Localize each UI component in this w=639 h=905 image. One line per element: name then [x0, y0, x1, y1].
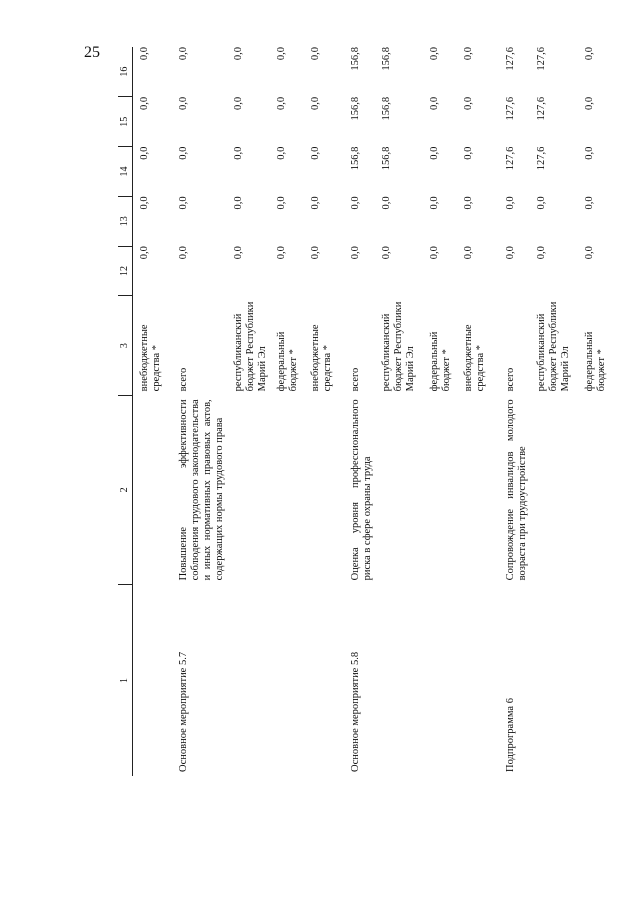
- header-col-1: 1: [118, 584, 133, 776]
- cell-measure-description: [376, 395, 424, 584]
- cell-value-14: 0,0: [139, 146, 150, 160]
- cell-value-16: 0,0: [232, 47, 244, 61]
- cell-measure-description: [531, 395, 579, 584]
- cell-value-13: 0,0: [583, 196, 595, 210]
- cell-value-12: 0,0: [380, 246, 392, 260]
- cell-value-15: 0,0: [428, 96, 440, 110]
- cell-measure-description: [579, 395, 613, 584]
- cell-value-14: 156,8: [349, 146, 361, 171]
- cell-measure-description: [228, 395, 271, 584]
- cell-funding-source: внебюджетные средства *: [462, 324, 486, 392]
- cell-funding-source: федеральный бюджет *: [428, 331, 452, 392]
- header-col-3: 3: [118, 296, 133, 396]
- header-col-2: 2: [118, 395, 133, 584]
- cell-value-16: 127,6: [504, 47, 516, 71]
- cell-value-14: 0,0: [583, 146, 595, 160]
- cell-measure-description: [271, 395, 305, 584]
- cell-value-15: 0,0: [583, 96, 595, 110]
- cell-value-13: 0,0: [232, 196, 244, 210]
- cell-value-15: 0,0: [309, 96, 321, 110]
- cell-measure-name: Основное мероприятие 5.7: [177, 651, 189, 772]
- cell-measure-description: Повышение эффективности соблюдения трудового законодательства и иных нормативных правовых актов, содержащих нормы трудового права: [177, 399, 225, 581]
- cell-value-14: 127,6: [504, 146, 516, 171]
- cell-value-15: 0,0: [232, 96, 244, 110]
- cell-funding-source: всего: [504, 367, 516, 392]
- cell-value-13: 0,0: [275, 196, 287, 210]
- cell-measure-name: [305, 584, 345, 776]
- cell-funding-source: внебюджетные средства *: [309, 324, 333, 392]
- budget-table: [118, 47, 613, 776]
- cell-value-16: 127,6: [535, 47, 547, 71]
- cell-value-16: 0,0: [583, 47, 595, 61]
- cell-value-14: 127,6: [535, 146, 547, 171]
- cell-measure-name: [271, 584, 305, 776]
- cell-measure-name: Подпрограмма 6: [504, 698, 516, 772]
- cell-funding-source: всего: [349, 367, 361, 392]
- cell-funding-source: внебюджетные средства *: [139, 324, 162, 392]
- cell-value-16: 0,0: [139, 47, 150, 61]
- cell-value-13: 0,0: [504, 196, 516, 210]
- cell-value-12: 0,0: [535, 246, 547, 260]
- cell-value-12: 0,0: [504, 246, 516, 260]
- cell-value-16: 0,0: [177, 47, 189, 61]
- header-col-14: 14: [118, 147, 133, 197]
- cell-value-12: 0,0: [139, 246, 150, 260]
- header-col-13: 13: [118, 196, 133, 246]
- table-row: [305, 47, 345, 776]
- table-row: [173, 47, 228, 776]
- cell-value-16: 0,0: [309, 47, 321, 61]
- table-row: [228, 47, 271, 776]
- table-row: [271, 47, 305, 776]
- header-col-16: 16: [118, 47, 133, 97]
- cell-value-12: 0,0: [309, 246, 321, 260]
- cell-value-14: 0,0: [275, 146, 287, 160]
- table-row: [376, 47, 424, 776]
- header-row: [118, 47, 133, 776]
- cell-value-15: 0,0: [462, 96, 474, 110]
- cell-measure-name: [458, 584, 500, 776]
- cell-measure-description: Сопровождение инвалидов молодого возраста при трудоустройстве: [504, 399, 528, 581]
- cell-value-12: 0,0: [462, 246, 474, 260]
- cell-value-16: 156,8: [380, 47, 392, 71]
- cell-value-13: 0,0: [139, 196, 150, 210]
- cell-measure-name: Основное мероприятие 5.8: [349, 651, 361, 772]
- table-row: [458, 47, 500, 776]
- table-row: [500, 47, 531, 776]
- cell-value-13: 0,0: [349, 196, 361, 210]
- table-row: [531, 47, 579, 776]
- cell-measure-name: [424, 584, 458, 776]
- table-body: [118, 47, 613, 776]
- cell-value-13: 0,0: [462, 196, 474, 210]
- table-row: [345, 47, 376, 776]
- cell-funding-source: федеральный бюджет *: [275, 331, 299, 392]
- cell-value-15: 156,8: [380, 96, 392, 121]
- cell-measure-description: [424, 395, 458, 584]
- cell-value-13: 0,0: [309, 196, 321, 210]
- cell-value-14: 0,0: [428, 146, 440, 160]
- cell-value-16: 0,0: [462, 47, 474, 61]
- table-row: [133, 47, 173, 776]
- cell-value-14: 0,0: [309, 146, 321, 160]
- cell-value-15: 0,0: [177, 96, 189, 110]
- cell-measure-description: [133, 395, 173, 584]
- cell-measure-description: Оценка уровня профессионального риска в сфере охраны труда: [349, 399, 373, 581]
- cell-funding-source: республиканский бюджет Республики Марий Эл: [380, 301, 416, 392]
- cell-value-12: 0,0: [349, 246, 361, 260]
- cell-value-13: 0,0: [177, 196, 189, 210]
- cell-value-14: 0,0: [232, 146, 244, 160]
- cell-value-13: 0,0: [428, 196, 440, 210]
- cell-measure-name: [579, 584, 613, 776]
- cell-value-14: 0,0: [177, 146, 189, 160]
- cell-value-15: 156,8: [349, 96, 361, 121]
- cell-value-12: 0,0: [428, 246, 440, 260]
- header-col-12: 12: [118, 246, 133, 296]
- cell-funding-source: федеральный бюджет *: [583, 331, 607, 392]
- cell-measure-name: [228, 584, 271, 776]
- cell-funding-source: республиканский бюджет Республики Марий Эл: [535, 301, 571, 392]
- cell-measure-name: [376, 584, 424, 776]
- cell-value-16: 0,0: [428, 47, 440, 61]
- cell-value-16: 0,0: [275, 47, 287, 61]
- page-number: 25: [84, 44, 100, 61]
- header-col-15: 15: [118, 97, 133, 147]
- cell-value-12: 0,0: [177, 246, 189, 260]
- cell-measure-description: [305, 395, 345, 584]
- cell-value-15: 0,0: [275, 96, 287, 110]
- cell-value-15: 127,6: [504, 96, 516, 121]
- cell-funding-source: республиканский бюджет Республики Марий Эл: [232, 301, 268, 392]
- table-row: [424, 47, 458, 776]
- cell-value-14: 156,8: [380, 146, 392, 171]
- cell-value-15: 127,6: [535, 96, 547, 121]
- cell-value-12: 0,0: [583, 246, 595, 260]
- cell-value-16: 156,8: [349, 47, 361, 71]
- cell-value-13: 0,0: [380, 196, 392, 210]
- cell-measure-description: [458, 395, 500, 584]
- cell-value-12: 0,0: [232, 246, 244, 260]
- cell-value-13: 0,0: [535, 196, 547, 210]
- budget-table-rotated: [118, 47, 613, 776]
- cell-value-15: 0,0: [139, 96, 150, 110]
- cell-funding-source: всего: [177, 367, 189, 392]
- cell-value-14: 0,0: [462, 146, 474, 160]
- cell-measure-name: [531, 584, 579, 776]
- cell-measure-name: [133, 584, 173, 776]
- table-row: [579, 47, 613, 776]
- cell-value-12: 0,0: [275, 246, 287, 260]
